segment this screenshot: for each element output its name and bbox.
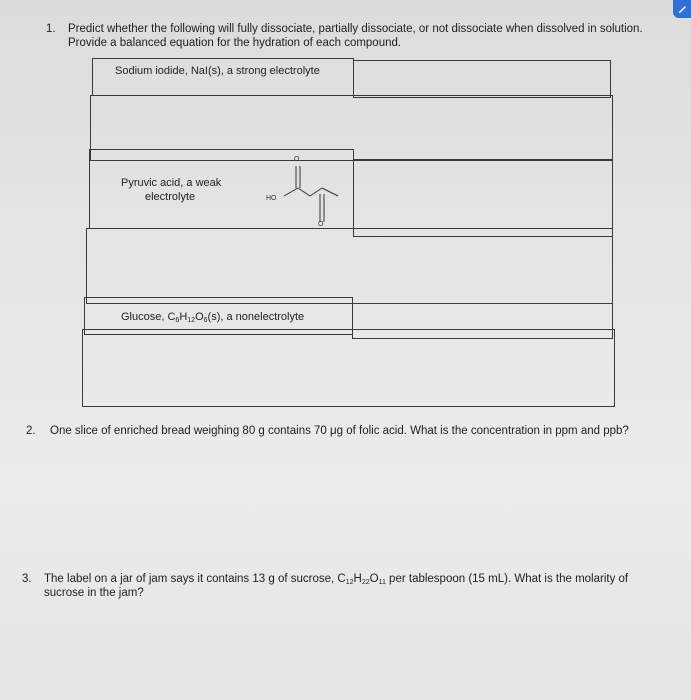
question-2-text: One slice of enriched bread weighing 80 g contains 70 μg of folic acid. What is the concentration in ppm and ppb? (50, 425, 629, 437)
compound-pyruvic-acid-line-1: Pyruvic acid, a weak (121, 177, 222, 189)
question-2-number: 2. (26, 425, 36, 437)
question-3-line-2: sucrose in the jam? (44, 587, 144, 599)
q3-text-2: H (353, 573, 362, 585)
question-3-number: 3. (22, 573, 32, 585)
question-3 (22, 572, 672, 602)
compound-pyruvic-acid-line-2: electrolyte (145, 191, 196, 203)
question-1-number: 1. (46, 23, 56, 35)
oxygen-label-top: O (294, 156, 300, 163)
glucose-text-2: H (179, 311, 188, 323)
row2-answer-cell[interactable] (353, 159, 613, 237)
q3-sub-1: 12 (345, 579, 354, 586)
q3-text-4: per tablespoon (15 mL). What is the molarity of (385, 573, 629, 585)
glucose-sub-3: 6 (203, 317, 208, 324)
q3-sub-2: 22 (361, 579, 370, 586)
hydroxyl-label: HO (266, 195, 277, 202)
oxygen-label-bottom: O (318, 221, 324, 228)
row3-equation-cell[interactable] (82, 329, 615, 407)
q3-text-3: O (369, 573, 379, 585)
glucose-text-4: (s), a nonelectrolyte (207, 311, 305, 323)
question-1 (46, 22, 666, 52)
question-2 (26, 424, 666, 440)
compound-glucose (121, 310, 304, 328)
row1-answer-cell[interactable] (353, 60, 611, 98)
glucose-text-1: Glucose, C (121, 311, 176, 323)
glucose-sub-1: 6 (175, 317, 180, 324)
edit-icon (677, 3, 689, 15)
corner-badge[interactable] (673, 0, 691, 18)
question-1-line-2: Provide a balanced equation for the hydration of each compound. (68, 37, 402, 49)
glucose-text-3: O (195, 311, 204, 323)
question-1-line-1: Predict whether the following will fully dissociate, partially dissociate, or not dissociate when dissolved in solution. (68, 23, 643, 35)
q3-text-1: The label on a jar of jam says it contains 13 g of sucrose, C (44, 573, 346, 585)
row2-equation-cell[interactable] (86, 228, 613, 304)
compound-sodium-iodide: Sodium iodide, NaI(s), a strong electrolyte (115, 65, 320, 77)
glucose-sub-2: 12 (187, 317, 196, 324)
q3-sub-3: 11 (378, 579, 386, 586)
